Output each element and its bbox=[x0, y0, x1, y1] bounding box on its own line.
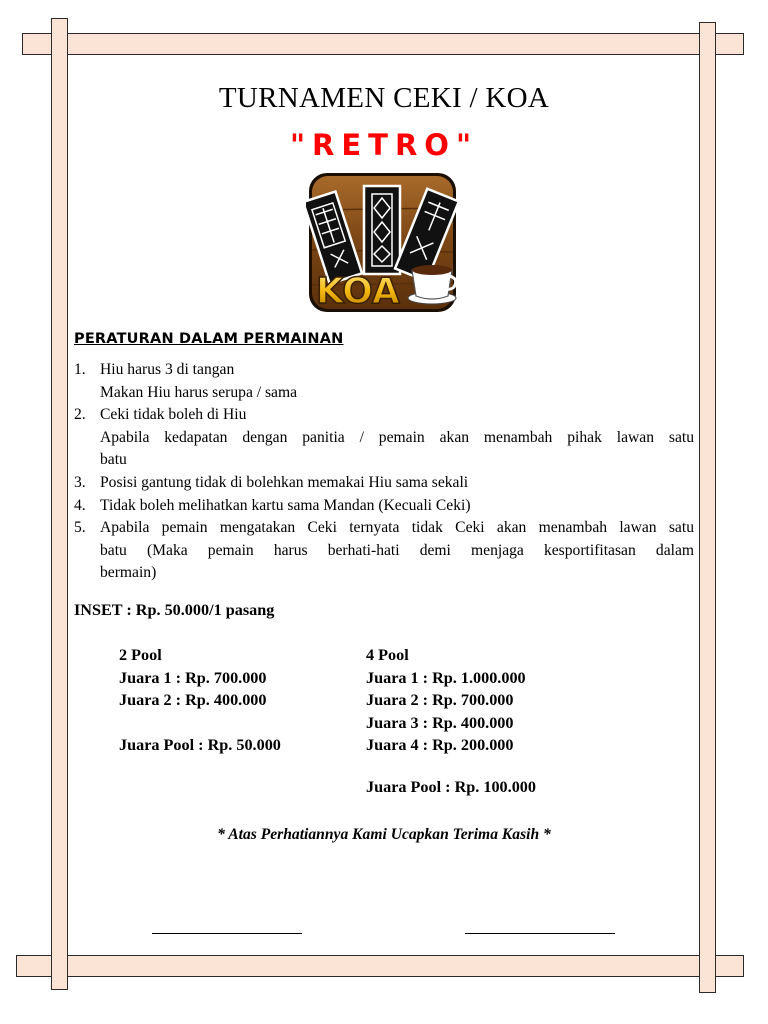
prize-juara-pool: Juara Pool : Rp. 100.000 bbox=[366, 777, 536, 796]
rule-number: 4. bbox=[74, 496, 86, 514]
rules-heading: PERATURAN DALAM PERMAINAN bbox=[74, 331, 344, 347]
rule-text: Hiu harus 3 di tangan bbox=[100, 361, 235, 378]
rules-list bbox=[74, 359, 694, 585]
signature-line-left bbox=[152, 933, 302, 934]
rule-number: 2. bbox=[74, 406, 86, 424]
rule-item bbox=[74, 517, 694, 585]
rule-item bbox=[74, 495, 694, 518]
rule-text: Apabila kedapatan dengan panitia / pemain akan menambah pihak lawan satu bbox=[100, 428, 694, 446]
page-subtitle: "RETRO" bbox=[289, 128, 479, 162]
prize-juara-pool: Juara Pool : Rp. 50.000 bbox=[119, 736, 281, 755]
rule-text: Apabila pemain mengatakan Ceki ternyata tidak Ceki akan menambah lawan satu bbox=[100, 519, 694, 537]
rule-text: batu bbox=[100, 451, 127, 469]
signature-line-right bbox=[465, 933, 615, 934]
rule-item bbox=[74, 404, 694, 472]
prize-juara-1: Juara 1 : Rp. 700.000 bbox=[119, 668, 267, 687]
rule-text: Makan Hiu harus serupa / sama bbox=[100, 383, 298, 401]
rule-number: 5. bbox=[74, 519, 86, 537]
frame-bar-bottom bbox=[16, 955, 744, 977]
prize-column-2-pool bbox=[119, 644, 281, 757]
rule-number: 3. bbox=[74, 473, 86, 491]
closing-note: * Atas Perhatiannya Kami Ucapkan Terima Kasih * bbox=[217, 826, 551, 843]
prize-juara-2: Juara 2 : Rp. 700.000 bbox=[366, 691, 514, 710]
frame-bar-left bbox=[51, 18, 68, 990]
rule-item bbox=[74, 472, 694, 495]
prize-juara-2: Juara 2 : Rp. 400.000 bbox=[119, 691, 267, 710]
rule-text: bermain) bbox=[100, 564, 157, 582]
entry-fee: INSET : Rp. 50.000/1 pasang bbox=[74, 601, 275, 619]
page-title: TURNAMEN CEKI / KOA bbox=[218, 82, 550, 114]
prize-juara-4: Juara 4 : Rp. 200.000 bbox=[366, 736, 514, 755]
rule-text: Ceki tidak boleh di Hiu bbox=[100, 406, 247, 424]
pool-heading: 2 Pool bbox=[119, 646, 162, 664]
rule-text: batu (Maka pemain harus berhati-hati demi menjaga kesportifitasan dalam bbox=[100, 541, 694, 559]
rule-text: Posisi gantung tidak di bolehkan memakai Hiu sama sekali bbox=[100, 473, 469, 491]
frame-bar-right bbox=[699, 22, 716, 993]
rule-item bbox=[74, 359, 694, 404]
prize-juara-1: Juara 1 : Rp. 1.000.000 bbox=[366, 668, 526, 687]
pool-heading: 4 Pool bbox=[366, 646, 409, 664]
prize-column-4-pool bbox=[366, 644, 536, 799]
frame-bar-top bbox=[22, 33, 744, 55]
rule-text: Tidak boleh melihatkan kartu sama Mandan (Kecuali Ceki) bbox=[100, 496, 471, 514]
rule-number: 1. bbox=[74, 361, 86, 378]
koa-logo-icon bbox=[306, 170, 459, 315]
logo-text: KOA bbox=[316, 271, 400, 312]
prize-juara-3: Juara 3 : Rp. 400.000 bbox=[366, 713, 514, 732]
